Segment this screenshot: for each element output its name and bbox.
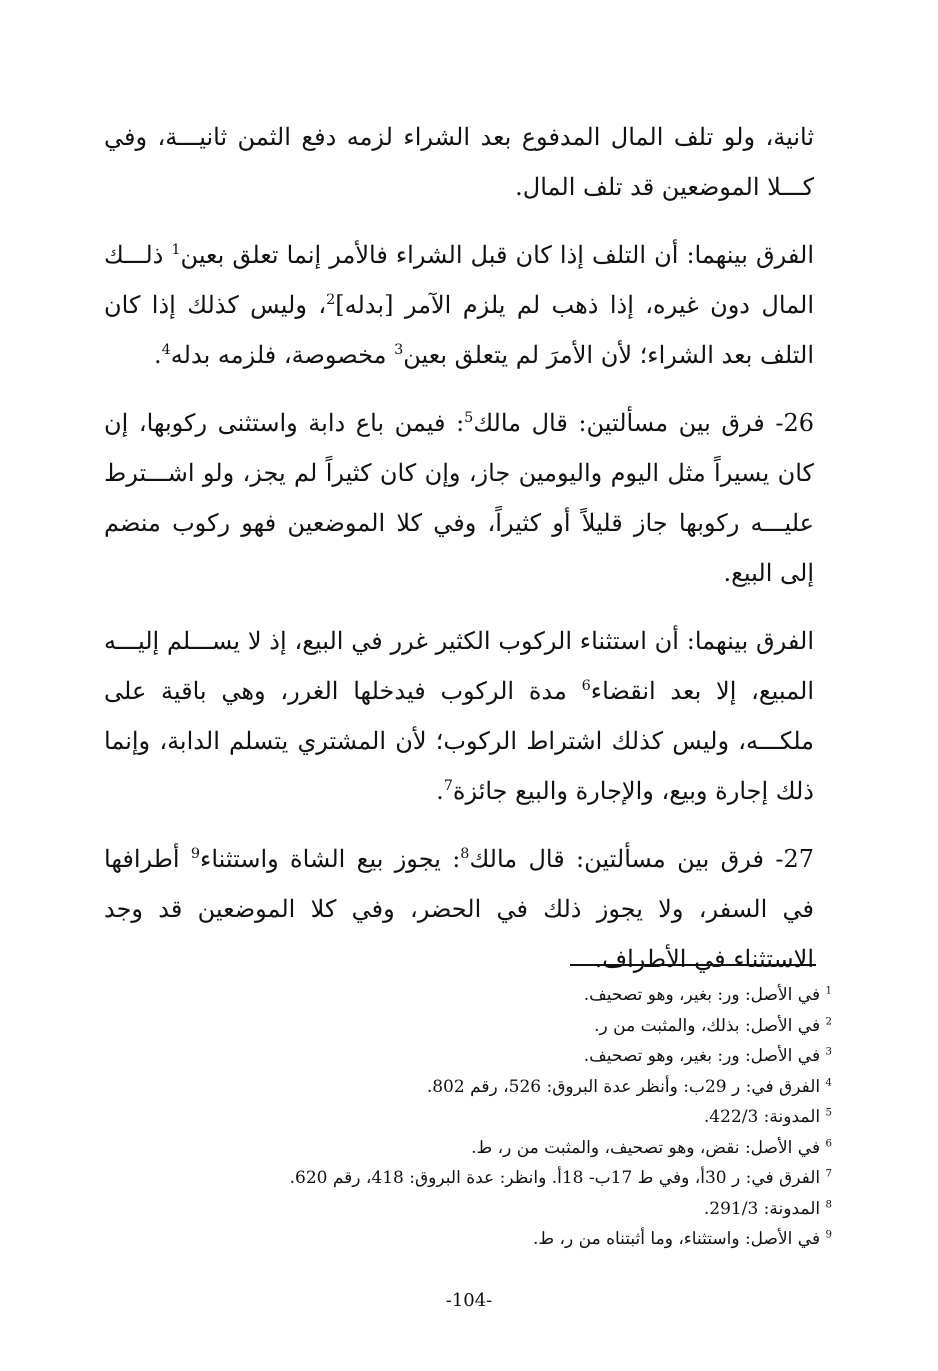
footnote-number: 2 [825, 1015, 832, 1027]
text-segment: . [436, 777, 444, 805]
footnote [200, 1224, 832, 1255]
paragraph [104, 834, 814, 984]
footnote-number: 5 [825, 1107, 832, 1119]
text-segment: : فيمن باع دابة واستثنى ركوبها، إن كان يسيراً مثل اليوم واليومين جاز، وإن كان كثيراً لم يجز، ولو اشـــترط عليـــه ركوبها جاز قليلاً أو كثيراً، وفي كلا الموضعين فهو ركوب منضم إلى البيع. [104, 409, 814, 587]
text-segment: الفرق بينهما: أن التلف إذا كان قبل الشراء فالأمر إنما تعلق بعين [180, 241, 814, 269]
text-segment: : يجوز بيع الشاة واستثناء [200, 845, 461, 873]
footnote-ref: 9 [190, 846, 201, 862]
footnote-text: في الأصل: واستثناء، وما أثبتناه من ر، ط. [533, 1229, 821, 1249]
text-segment: 27- فرق بين مسألتين: قال مالك [469, 845, 814, 873]
footnote-ref: 8 [460, 846, 470, 862]
paragraph [104, 616, 814, 816]
footnote-text: المدونة: 422/3. [703, 1107, 821, 1127]
footnote [200, 1011, 832, 1042]
footnote-text: الفرق في: ر 30أ، وفي ط 17ب- 18أ. وانظر: عدة البروق: 418، رقم 620. [289, 1168, 821, 1188]
footnote-number: 4 [825, 1076, 832, 1088]
footnote [200, 1194, 832, 1225]
text-segment: الفرق بينهما: أن استثناء الركوب الكثير غرر في البيع، إذ لا يســـلم إليـــه المبيع، إلا بعد انقضاء [104, 627, 814, 705]
text-segment: 26- فرق بين مسألتين: قال مالك [473, 409, 814, 437]
footnotes [200, 980, 832, 1255]
footnote [200, 1072, 832, 1103]
footnote-ref: 3 [394, 342, 404, 358]
footnote [200, 1133, 832, 1164]
paragraph [104, 398, 814, 598]
footnote [200, 1041, 832, 1072]
footnote-ref: 1 [171, 242, 181, 258]
footnote-number: 3 [825, 1046, 832, 1058]
paragraph [104, 230, 814, 380]
footnote-text: في الأصل: بذلك، والمثبت من ر. [594, 1015, 821, 1036]
footnote-number: 6 [825, 1137, 832, 1149]
footnote-number: 1 [825, 985, 832, 997]
footnote [200, 980, 832, 1011]
footnote-ref: 5 [464, 410, 474, 426]
page-number: -104- [445, 1290, 493, 1311]
footnote-text: المدونة: 291/3. [703, 1198, 821, 1219]
main-text [104, 112, 814, 1002]
footnote-text: في الأصل: ور: بغير، وهو تصحيف. [583, 1046, 821, 1066]
text-segment: ، وليس كذلك إذا كان التلف بعد الشراء؛ لأن الأمرَ لم يتعلق بعين [104, 291, 814, 369]
footnote-divider [570, 964, 816, 966]
text-segment: أطرافها في السفر، ولا يجوز ذلك في الحضر، وفي كلا الموضعين قد وجد الاستثناء في الأطراف. [104, 845, 814, 973]
paragraph [104, 112, 814, 212]
footnote [200, 1102, 832, 1133]
footnote-ref: 4 [161, 342, 171, 358]
footnote-text: في الأصل: نقض، وهو تصحيف، والمثبت من ر، ط. [471, 1137, 821, 1158]
footnote-text: الفرق في: ر 29ب: وأنظر عدة البروق: 526، رقم 802. [426, 1076, 821, 1097]
text-segment: ثانية، ولو تلف المال المدفوع بعد الشراء لزمه دفع الثمن ثانيـــة، وفي كـــلا الموضعين قد تلف المال. [104, 123, 814, 201]
footnote-ref: 2 [326, 292, 336, 308]
footnote-text: في الأصل: ور: بغير، وهو تصحيف. [583, 985, 821, 1005]
footnote-number: 7 [825, 1168, 832, 1180]
footnote-number: 9 [825, 1229, 832, 1241]
text-segment: ذلـــك المال دون غيره، إذا ذهب لم يلزم الآمر [بدله] [104, 241, 814, 319]
footnote-ref: 6 [581, 678, 591, 694]
text-segment: مدة الركوب فيدخلها الغرر، وهي باقية على ملكـــه، وليس كذلك اشتراط الركوب؛ لأن المشتري يتسلم الدابة، وإنما ذلك إجارة وبيع، والإجارة والبيع جائزة [104, 677, 814, 805]
footnote-number: 8 [825, 1198, 832, 1210]
text-segment: . [154, 341, 162, 369]
footnote [200, 1163, 832, 1194]
footnote-ref: 7 [443, 778, 453, 794]
text-segment: مخصوصة، فلزمه بدله [170, 341, 395, 369]
